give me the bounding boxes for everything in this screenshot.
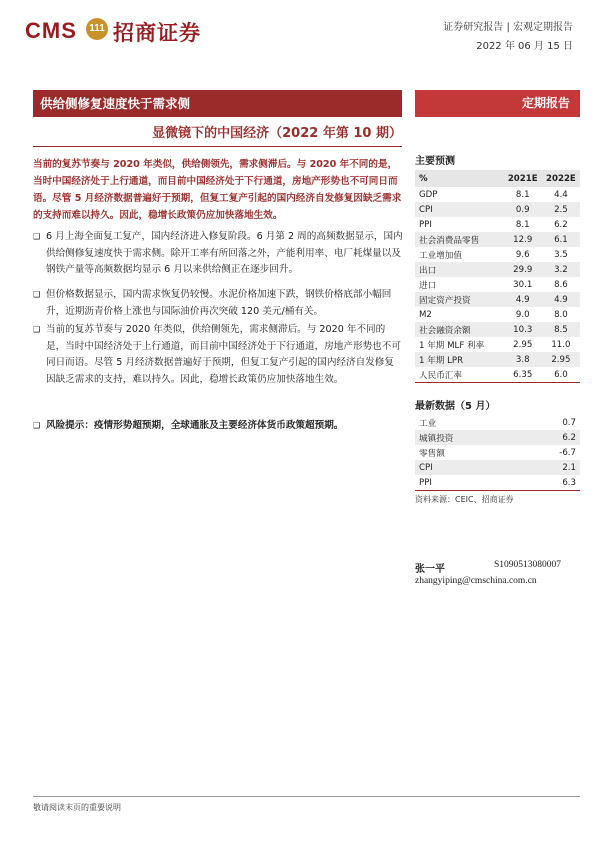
forecast-value: 6.1 — [542, 232, 580, 247]
bullet-item — [33, 322, 403, 388]
checkbox-square-icon: ❑ — [33, 290, 41, 299]
forecast-value: 4.9 — [542, 292, 580, 307]
forecast-table — [415, 170, 580, 382]
forecast-value: 8.5 — [542, 322, 580, 337]
forecast-header-row — [415, 170, 580, 187]
latest-value: -6.7 — [559, 447, 576, 458]
forecast-indicator: 1 年期 MLF 利率 — [419, 340, 485, 351]
forecast-value: 12.9 — [504, 232, 542, 247]
forecast-row — [415, 292, 580, 307]
forecast-indicator: 出口 — [415, 262, 504, 277]
forecast-row — [415, 337, 580, 352]
report-subtitle: 显微镜下的中国经济（2022 年第 10 期） — [152, 126, 402, 141]
latest-data-row — [415, 475, 580, 490]
analyst-email[interactable]: zhangyiping@cmschina.com.cn — [415, 576, 537, 586]
title-divider — [33, 146, 402, 147]
forecast-title: 主要预测 — [415, 156, 455, 167]
forecast-value: 11.0 — [551, 339, 571, 350]
forecast-indicator: M2 — [419, 309, 432, 320]
latest-value: 2.1 — [522, 460, 580, 475]
bullet-item — [33, 287, 403, 320]
forecast-value: 9.0 — [515, 309, 530, 320]
forecast-header-cell: 2021E — [504, 170, 542, 187]
forecast-value: 9.6 — [515, 249, 530, 260]
forecast-value: 6.2 — [554, 219, 568, 230]
latest-table-bottom-rule — [415, 490, 580, 491]
latest-data-table — [415, 415, 580, 490]
forecast-indicator: GDP — [419, 189, 438, 200]
report-type: 证券研究报告 | 宏观定期报告 — [443, 22, 573, 33]
summary-paragraph: 当前的复苏节奏与 2020 年类似，供给侧领先，需求侧滞后。与 2020 年不同的是，当时中国经济处于上行通道，而目前中国经济处于下行通道，房地产形势也不可同日而语。尽管 5 月经济数据普遍好于预期，但复工复产引起的国内经济自发修复因缺乏需求的支持而难以持久。因此，稳增长政策仍应加快落地生效。 — [33, 159, 402, 221]
latest-data-row — [415, 445, 580, 460]
forecast-value: 6.0 — [554, 369, 568, 380]
forecast-indicator: 人民币汇率 — [419, 370, 462, 381]
forecast-value: 8.1 — [515, 219, 530, 230]
checkbox-square-icon: ❑ — [33, 232, 41, 241]
forecast-value: 2.95 — [513, 339, 533, 350]
forecast-header-cell: % — [415, 170, 504, 187]
latest-value: 0.7 — [562, 417, 576, 428]
bullet-text: 当前的复苏节奏与 2020 年类似，供给侧领先，需求侧滞后。与 2020 年不同的是，当时中国经济处于上行通道，而目前中国经济处于下行通道，房地产形势也不可同日而语。尽管 5 月经济数据普遍好于预期，但复工复产引起的国内经济自发修复因缺乏需求的支持，难以持久。因此，稳增长政策仍应加快落地生效。 — [46, 324, 401, 385]
logo-company-name: 招商证券 — [113, 21, 201, 45]
latest-value: 6.3 — [562, 477, 576, 488]
latest-indicator: PPI — [419, 477, 432, 488]
forecast-value: 3.5 — [554, 249, 568, 260]
forecast-indicator: 进口 — [419, 280, 437, 291]
bullet-text: 但价格数据显示，国内需求恢复仍较慢。水泥价格加速下跌，钢铁价格底部小幅回升，近期沥青价格上涨也与国际油价再次突破 120 美元/桶有关。 — [46, 289, 392, 317]
forecast-header-cell: 2022E — [542, 170, 580, 187]
forecast-row — [415, 217, 580, 232]
forecast-value: 8.1 — [515, 189, 530, 200]
forecast-row — [415, 322, 580, 337]
forecast-value: 30.1 — [513, 279, 533, 290]
forecast-value: 2.95 — [542, 352, 580, 367]
latest-indicator: 城镇投资 — [415, 430, 522, 445]
latest-data-title: 最新数据（5 月） — [415, 401, 496, 412]
forecast-row — [415, 202, 580, 217]
checkbox-square-icon: ❑ — [33, 325, 41, 334]
forecast-value: 4.9 — [504, 292, 542, 307]
forecast-row — [415, 367, 580, 382]
forecast-indicator: 社会融资余额 — [415, 322, 504, 337]
bullet-text: 6 月上海全面复工复产，国内经济进入修复阶段。6 月第 2 周的高频数据显示，国内供给侧修复速度快于需求侧。除开工率有所回落之外，产能利用率、电厂耗煤量以及钢铁产量等高频数据均显示 6 月以来供给侧正在逐步回升。 — [46, 231, 403, 275]
forecast-row — [415, 262, 580, 277]
latest-data-row — [415, 415, 580, 430]
forecast-value: 10.3 — [504, 322, 542, 337]
latest-indicator: 零售额 — [419, 448, 445, 459]
forecast-row — [415, 277, 580, 292]
risk-warning-text: 风险提示：疫情形势超预期，全球通胀及主要经济体货币政策超预期。 — [46, 420, 344, 431]
forecast-row — [415, 352, 580, 367]
analyst-name: 张一平 — [415, 564, 445, 575]
latest-indicator: 工业 — [419, 418, 437, 429]
latest-data-row — [415, 430, 580, 445]
footer-divider — [33, 796, 580, 797]
analyst-license-id: S1090513080007 — [494, 560, 562, 570]
data-source: 资料来源：CEIC、招商证券 — [415, 495, 514, 504]
forecast-row — [415, 307, 580, 322]
forecast-row — [415, 247, 580, 262]
forecast-value: 8.0 — [554, 309, 568, 320]
footer-disclaimer: 敬请阅读末页的重要说明 — [33, 803, 121, 812]
forecast-row — [415, 232, 580, 247]
forecast-table-bottom-rule — [415, 382, 580, 383]
forecast-value: 3.8 — [504, 352, 542, 367]
forecast-row — [415, 187, 580, 202]
forecast-value: 3.2 — [542, 262, 580, 277]
latest-indicator: CPI — [415, 460, 522, 475]
forecast-indicator: 工业增加值 — [419, 250, 462, 261]
forecast-value: 4.4 — [554, 189, 568, 200]
bullet-item — [33, 229, 403, 279]
forecast-value: 6.35 — [513, 369, 533, 380]
forecast-value: 2.5 — [542, 202, 580, 217]
forecast-indicator: 1 年期 LPR — [415, 352, 504, 367]
forecast-indicator: PPI — [419, 219, 432, 230]
side-panel — [415, 152, 580, 505]
forecast-value: 8.6 — [554, 279, 568, 290]
logo-cms: CMS — [25, 18, 77, 43]
forecast-indicator: 社会消费品零售 — [415, 232, 504, 247]
forecast-value: 29.9 — [504, 262, 542, 277]
logo-mark-icon: 111 — [86, 18, 108, 40]
forecast-value: 0.9 — [504, 202, 542, 217]
report-category-banner: 定期报告 — [415, 90, 580, 117]
checkbox-square-icon: ❑ — [33, 421, 41, 430]
risk-warning — [33, 418, 403, 435]
forecast-indicator: 固定资产投资 — [415, 292, 504, 307]
report-date: 2022 年 06 月 15 日 — [476, 41, 573, 52]
forecast-indicator: CPI — [415, 202, 504, 217]
latest-data-row — [415, 460, 580, 475]
latest-value: 6.2 — [522, 430, 580, 445]
report-title-banner: 供给侧修复速度快于需求侧 — [33, 90, 402, 117]
